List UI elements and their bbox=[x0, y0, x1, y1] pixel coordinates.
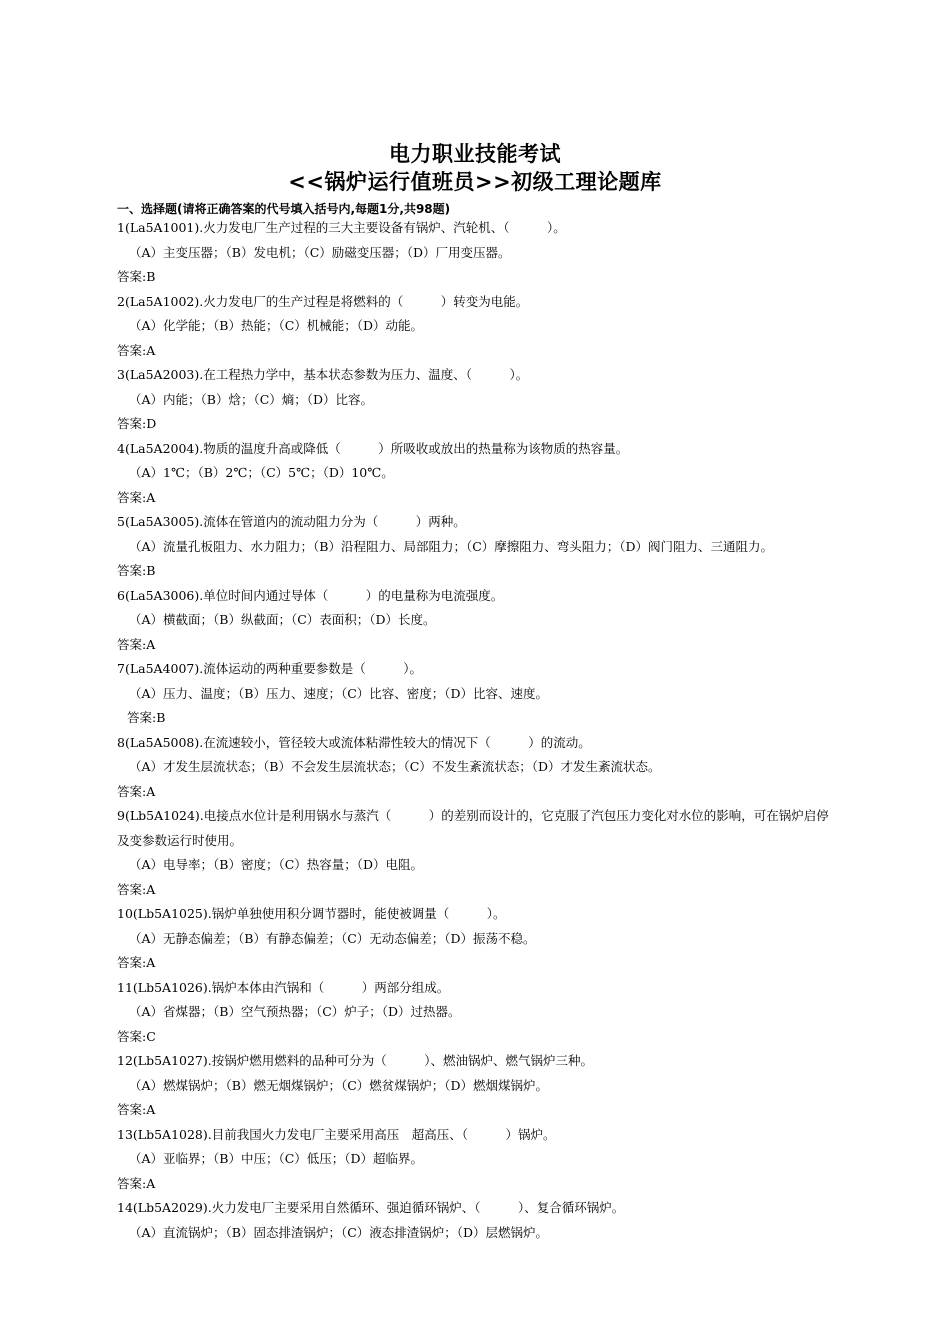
question-stem: 7(La5A4007).流体运动的两种重要参数是（ ）。 bbox=[117, 661, 422, 676]
question-answer: 答案:A bbox=[117, 881, 156, 897]
question-options: （A）直流锅炉；（B）固态排渣锅炉；（C）液态排渣锅炉；（D）层燃锅炉。 bbox=[129, 1224, 549, 1240]
question-options: （A）压力、温度；（B）压力、速度；（C）比容、密度；（D）比容、速度。 bbox=[129, 685, 549, 701]
question-answer: 答案:A bbox=[117, 636, 156, 652]
question-item bbox=[117, 804, 839, 902]
question-options: （A）无静态偏差；（B）有静态偏差；（C）无动态偏差；（D）振荡不稳。 bbox=[129, 930, 536, 946]
question-answer: 答案:D bbox=[117, 416, 157, 431]
question-stem: 5(La5A3005).流体在管道内的流动阻力分为（ ）两种。 bbox=[117, 514, 466, 529]
question-stem: 10(Lb5A1025).锅炉单独使用积分调节器时，能使被调量（ ）。 bbox=[117, 906, 506, 921]
question-list bbox=[117, 216, 839, 1245]
question-item bbox=[117, 290, 839, 364]
question-item bbox=[117, 363, 839, 437]
question-options: （A）横截面；（B）纵截面；（C）表面积；（D）长度。 bbox=[129, 612, 436, 627]
document-subtitle: <<锅炉运行值班员>>初级工理论题库 bbox=[288, 170, 662, 194]
question-stem: 12(Lb5A1027).按锅炉燃用燃料的品种可分为（ ）、燃油锅炉、燃气锅炉三种。 bbox=[117, 1053, 593, 1068]
question-options: （A）才发生层流状态；（B）不会发生层流状态；（C）不发生紊流状态；（D）才发生紊流状态。 bbox=[129, 759, 661, 774]
question-stem: 3(La5A2003).在工程热力学中，基本状态参数为压力、温度、（ ）。 bbox=[117, 367, 529, 382]
question-answer: 答案:A bbox=[117, 1102, 156, 1117]
question-stem: 2(La5A1002).火力发电厂的生产过程是将燃料的（ ）转变为电能。 bbox=[117, 293, 529, 309]
question-answer: 答案:A bbox=[117, 955, 156, 970]
question-item bbox=[117, 216, 839, 290]
question-answer: 答案:B bbox=[127, 710, 166, 725]
question-stem: 14(Lb5A2029).火力发电厂主要采用自然循环、强迫循环锅炉、（ ）、复合循环锅炉。 bbox=[117, 1200, 625, 1215]
question-options: （A）内能；（B）焓；（C）熵；（D）比容。 bbox=[129, 391, 374, 407]
question-item bbox=[117, 1049, 839, 1123]
question-item bbox=[117, 657, 839, 731]
question-options: （A）化学能；（B）热能；（C）机械能；（D）动能。 bbox=[129, 318, 424, 333]
question-options: （A）1℃；（B）2℃；（C）5℃；（D）10℃。 bbox=[129, 465, 394, 480]
question-stem: 11(Lb5A1026).锅炉本体由汽锅和（ ）两部分组成。 bbox=[117, 979, 450, 995]
question-stem: 6(La5A3006).单位时间内通过导体（ ）的电量称为电流强度。 bbox=[117, 587, 504, 603]
question-answer: 答案:A bbox=[117, 783, 156, 799]
question-item bbox=[117, 902, 839, 976]
question-item bbox=[117, 1196, 839, 1245]
section-heading: 一、选择题(请将正确答案的代号填入括号内,每题1分,共98题) bbox=[117, 202, 451, 216]
question-answer: 答案:B bbox=[117, 563, 156, 578]
question-item bbox=[117, 976, 839, 1050]
question-stem: 4(La5A2004).物质的温度升高或降低（ ）所吸收或放出的热量称为该物质的热容量。 bbox=[117, 440, 629, 456]
question-item bbox=[117, 584, 839, 658]
question-stem: 8(La5A5008).在流速较小，管径较大或流体粘滞性较大的情况下（ ）的流动。 bbox=[117, 734, 591, 750]
question-options: （A）主变压器；（B）发电机；（C）励磁变压器；（D）厂用变压器。 bbox=[129, 244, 511, 260]
question-stem: 13(Lb5A1028).目前我国火力发电厂主要采用高压 超高压、（ ）锅炉。 bbox=[117, 1126, 556, 1142]
question-options: （A）亚临界；（B）中压；（C）低压；（D）超临界。 bbox=[129, 1151, 424, 1166]
question-options: （A）省煤器；（B）空气预热器；（C）炉子；（D）过热器。 bbox=[129, 1004, 461, 1019]
question-answer: 答案:A bbox=[117, 1175, 156, 1191]
question-answer: 答案:B bbox=[117, 269, 156, 284]
question-stem: 9(Lb5A1024).电接点水位计是利用锅水与蒸汽（ ）的差别而设计的，它克服了汽包压力变化对水位的影响，可在锅炉启停及变参数运行时使用。 bbox=[117, 808, 829, 848]
question-options: （A）流量孔板阻力、水力阻力；（B）沿程阻力、局部阻力；（C）摩擦阻力、弯头阻力；（D）阀门阻力、三通阻力。 bbox=[129, 538, 774, 554]
question-item bbox=[117, 510, 839, 584]
question-options: （A）燃煤锅炉；（B）燃无烟煤锅炉；（C）燃贫煤锅炉；（D）燃烟煤锅炉。 bbox=[129, 1077, 549, 1093]
question-item bbox=[117, 437, 839, 511]
question-stem: 1(La5A1001).火力发电厂生产过程的三大主要设备有锅炉、汽轮机、（ ）。 bbox=[117, 220, 566, 235]
question-options: （A）电导率；（B）密度；（C）热容量；（D）电阻。 bbox=[129, 857, 424, 872]
question-answer: 答案:A bbox=[117, 489, 156, 505]
question-answer: 答案:C bbox=[117, 1028, 156, 1044]
question-answer: 答案:A bbox=[117, 342, 156, 358]
question-item bbox=[117, 1123, 839, 1197]
question-item bbox=[117, 731, 839, 805]
document-title: 电力职业技能考试 bbox=[389, 142, 561, 166]
